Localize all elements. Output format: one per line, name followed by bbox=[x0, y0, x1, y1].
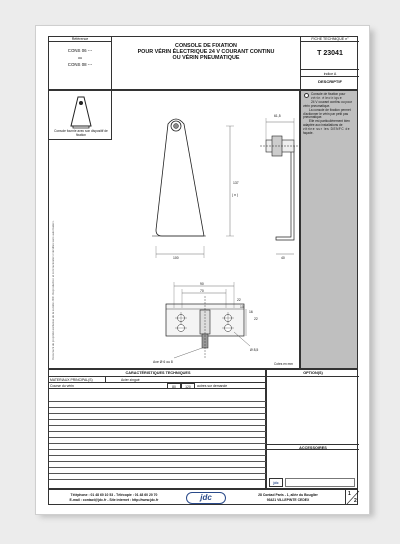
dim-61-5: 61,5 bbox=[274, 114, 281, 118]
footer-email: E-mail : contact@jdc.fr - Site internet : http://www.jdc.fr bbox=[69, 498, 159, 502]
dim-10-h: 10 bbox=[240, 305, 244, 309]
dim-22-h: 22 bbox=[237, 298, 241, 302]
accessoires-title: ACCESSOIRES bbox=[267, 444, 359, 450]
console-side-view bbox=[276, 146, 294, 240]
quality-stamp: jdc bbox=[269, 478, 283, 487]
dim-axe: Axe Ø 6 ou 8 bbox=[153, 360, 173, 364]
descriptif-text: Console de fixation pour vérin électrique 24 V courant continu ou pour vérin pneumatique. La console de fixation permet d'actionner le vérin par petit pas pneumatique. Elle est particulièrement bien adaptée aux installations de vitrine sur les DENFC de façade. bbox=[303, 92, 352, 136]
footer-phone: Téléphone : 01 48 60 10 53 - Télécopie : 01 48 60 20 70 bbox=[70, 493, 158, 497]
dim-hole: Ø 8,5 bbox=[250, 348, 259, 352]
title-line-2: POUR VÉRIN ÉLECTRIQUE 24 V COURANT CONTINU bbox=[137, 49, 275, 55]
thumbnail-caption: Console fournie avec son dispositif de fixation bbox=[54, 129, 108, 137]
reference-or: ou bbox=[78, 56, 82, 60]
caracteristiques-row-2 bbox=[49, 383, 267, 389]
dim-22-v: 22 bbox=[254, 317, 258, 321]
jdc-logo: jdc bbox=[186, 492, 226, 504]
drawing-note: Cotes en mm bbox=[274, 362, 293, 366]
title-line-3: OU VÉRIN PNEUMATIQUE bbox=[172, 55, 240, 61]
fiche-label: FICHE TECHNIQUE n° bbox=[301, 37, 359, 42]
row2-label: Course du vérin bbox=[50, 384, 74, 388]
fiche-number: T 23041 bbox=[317, 50, 343, 57]
descriptif-label: DESCRIPTIF bbox=[318, 79, 342, 84]
document-sheet bbox=[35, 25, 370, 515]
reference-label: Référence bbox=[48, 37, 112, 42]
reference-block bbox=[48, 36, 112, 90]
caracteristiques-panel bbox=[48, 369, 266, 489]
dim-16: 16 bbox=[249, 310, 253, 314]
console-plate-front bbox=[156, 119, 204, 236]
page-number-box bbox=[345, 490, 359, 505]
caracteristiques-title: CARACTÉRISTIQUES TECHNIQUES bbox=[49, 371, 267, 377]
page-number: 1 bbox=[348, 491, 351, 497]
row2-value-2: 120 bbox=[181, 383, 195, 389]
footer-address-2: 93421 VILLEPINTE CEDEX bbox=[266, 498, 310, 502]
options-panel bbox=[266, 369, 358, 489]
footer bbox=[48, 489, 358, 505]
descriptif-panel bbox=[300, 90, 358, 369]
dim-100: 100 bbox=[173, 256, 179, 260]
row1-value: Acier zingué bbox=[121, 378, 140, 382]
row2-value-1: 80 bbox=[167, 383, 181, 389]
row2-value-3: autres sur demande bbox=[197, 384, 228, 388]
fiche-block bbox=[300, 36, 358, 90]
dim-137: 137 bbox=[233, 181, 239, 185]
reference-1: CONS 06 --- bbox=[67, 48, 93, 53]
dim-n: ( n ) bbox=[232, 193, 239, 197]
title-block bbox=[112, 36, 300, 90]
reference-2: CONS 08 --- bbox=[67, 62, 93, 67]
dim-40: 40 bbox=[281, 256, 285, 260]
title-line-1: CONSOLE DE FIXATION bbox=[175, 43, 237, 49]
indice: indice A bbox=[301, 69, 359, 77]
page-total: 2 bbox=[354, 498, 357, 504]
quality-strip bbox=[285, 478, 355, 487]
dim-70: 70 bbox=[200, 289, 204, 293]
footer-address-1: 28 Contad Paris - 1, allée du Bouglier bbox=[258, 493, 318, 497]
side-note: Document de propriété exclusive de la société JDC. Reproduction et communication interdites sans autorisation. bbox=[51, 220, 55, 360]
options-title: OPTION(S) bbox=[267, 371, 359, 377]
row1-label: MATERIAUX PRINCIPAL(S) bbox=[50, 378, 93, 382]
dim-90: 90 bbox=[200, 282, 204, 286]
technical-drawing bbox=[126, 96, 298, 364]
